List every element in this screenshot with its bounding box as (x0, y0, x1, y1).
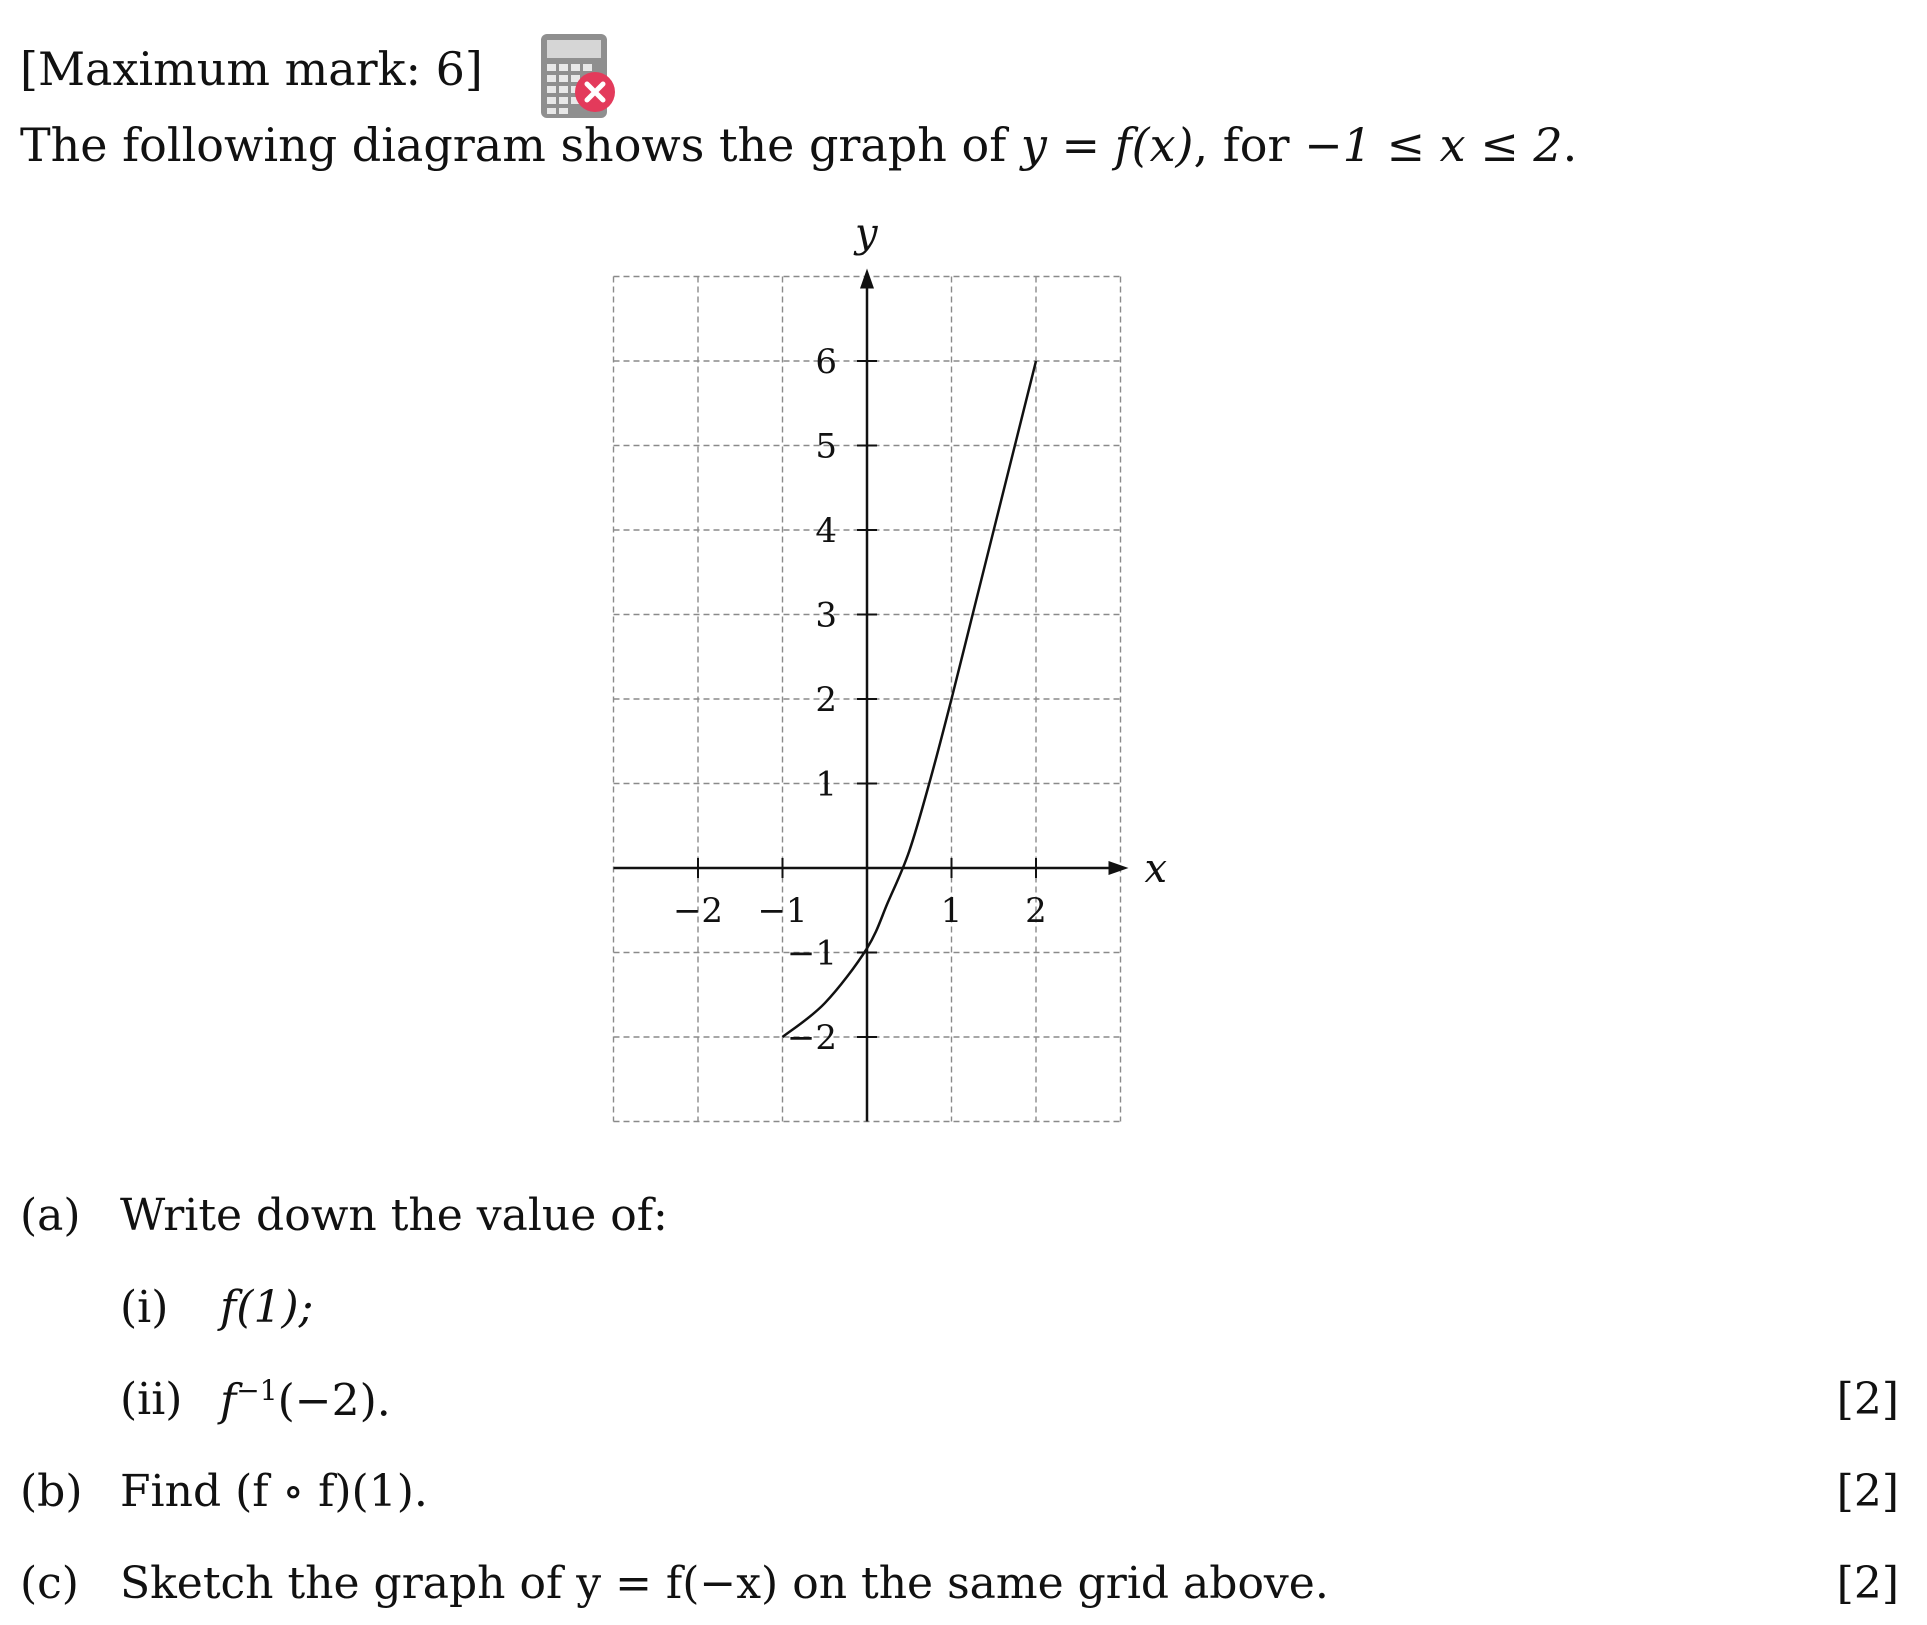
intro-equation: y = f(x) (1020, 118, 1194, 172)
y-axis-label: y (855, 210, 878, 257)
part-a-label: (a) (20, 1190, 81, 1241)
x-axis-label: x (1144, 846, 1168, 892)
part-a-ii (120, 1374, 391, 1427)
marks-b: [2] (1836, 1466, 1899, 1517)
y-tick-label: 4 (815, 511, 837, 551)
x-tick-label: −2 (672, 891, 724, 931)
marks-a: [2] (1836, 1374, 1899, 1425)
part-a-i-expr: f(1); (220, 1282, 314, 1333)
part-b (20, 1466, 428, 1517)
y-tick-label: 2 (815, 680, 837, 720)
x-axis-arrow (1109, 861, 1129, 875)
part-b-text: Find (f ∘ f)(1). (120, 1466, 428, 1517)
y-tick-label: 1 (815, 764, 837, 805)
part-a-ii-label: (ii) (120, 1374, 183, 1425)
y-tick-label: 5 (815, 426, 837, 467)
intro-text: The following diagram shows the graph of y = f(x), for −1 ≤ x ≤ 2. (20, 118, 1578, 172)
marks-c: [2] (1836, 1558, 1899, 1609)
x-tick-label: 1 (940, 891, 963, 931)
part-b-label: (b) (20, 1466, 83, 1517)
y-tick-label: 3 (815, 595, 837, 636)
part-a (20, 1190, 668, 1241)
part-c-text: Sketch the graph of y = f(−x) on the same grid above. (120, 1558, 1329, 1609)
y-tick-label: −1 (786, 933, 837, 974)
x-tick-label: 2 (1025, 891, 1047, 931)
part-c-label: (c) (20, 1558, 79, 1609)
part-a-ii-expr: $f^{-1}(-2)$. (220, 1374, 391, 1427)
part-a-i (120, 1282, 314, 1333)
part-c (20, 1558, 1329, 1609)
maximum-mark: [Maximum mark: 6] (20, 42, 483, 96)
y-tick-label: 6 (815, 342, 837, 382)
y-axis-arrow (860, 269, 874, 289)
part-a-text: Write down the value of: (120, 1190, 668, 1241)
intro-domain: −1 ≤ x ≤ 2 (1304, 118, 1563, 172)
part-a-i-label: (i) (120, 1282, 169, 1333)
axes (614, 269, 1129, 1122)
y-tick-label: −2 (786, 1018, 837, 1058)
x-tick-label: −1 (757, 891, 808, 931)
